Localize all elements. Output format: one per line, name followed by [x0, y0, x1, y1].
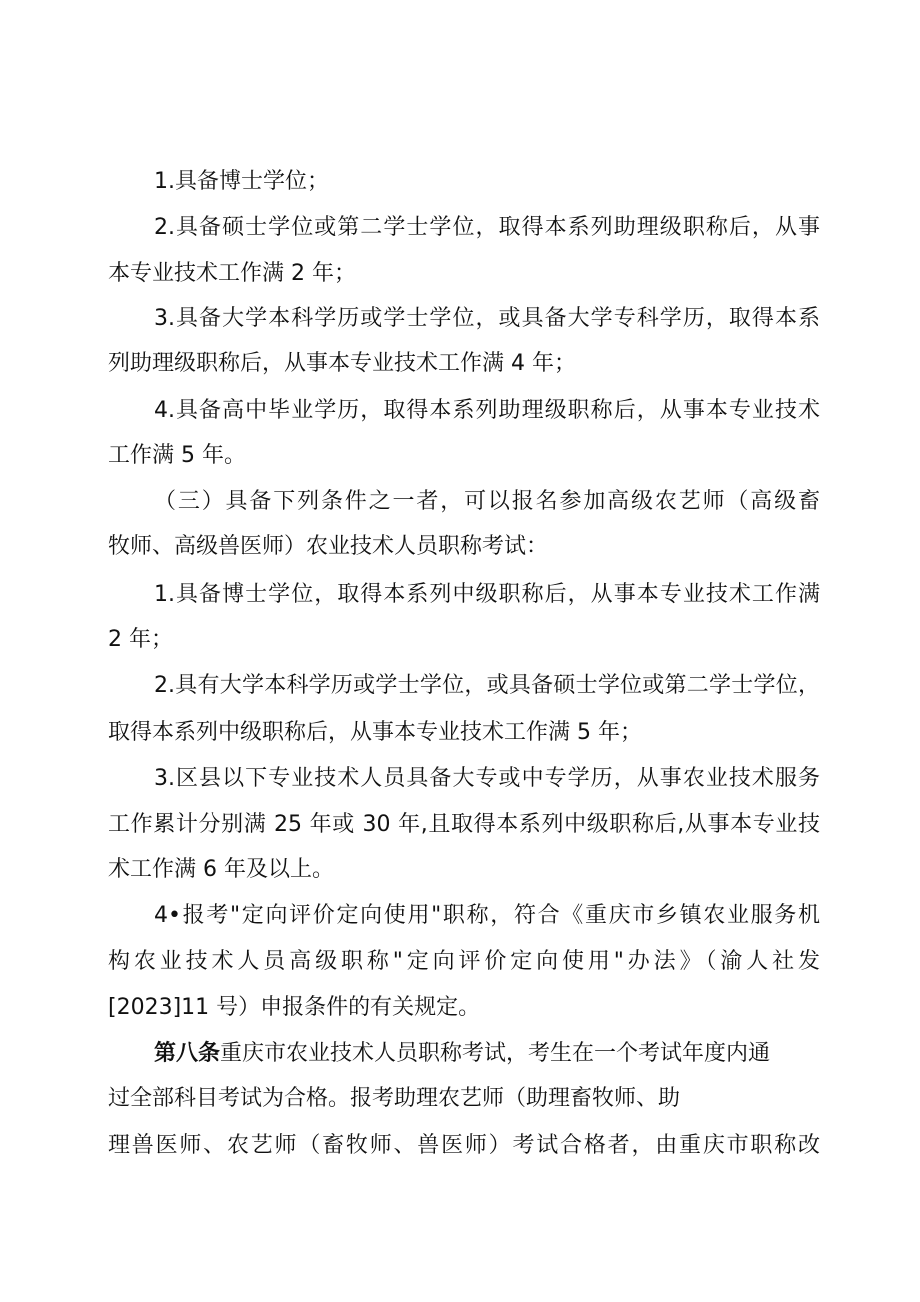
paragraph-line: 4•报考"定向评价定向使用"职称，符合《重庆市乡镇农业服务机: [154, 903, 820, 928]
paragraph-line: （三）具备下列条件之一者，可以报名参加高级农艺师（高级畜: [154, 489, 820, 514]
article-text: 重庆市农业技术人员职称考试，考生在一个考试年度内通: [220, 1041, 771, 1066]
paragraph-line: 取得本系列中级职称后，从事本专业技术工作满 5 年；: [108, 720, 642, 745]
paragraph-line: 构农业技术人员高级职称"定向评价定向使用"办法》（渝人社发: [108, 949, 820, 974]
article-first-line: [154, 1039, 820, 1069]
paragraph-line: 1.具备博士学位；: [154, 169, 329, 194]
paragraph-line: 2.具备硕士学位或第二学士学位，取得本系列助理级职称后，从事: [154, 215, 820, 240]
paragraph-line: 工作累计分别满 25 年或 30 年,且取得本系列中级职称后,从事本专业技: [108, 812, 820, 837]
paragraph-line: [2023]11 号）申报条件的有关规定。: [108, 995, 481, 1020]
paragraph-line: 3.区县以下专业技术人员具备大专或中专学历，从事农业技术服务: [154, 766, 820, 791]
article-label: 第八条: [154, 1041, 221, 1066]
paragraph-line: 2 年；: [108, 627, 173, 652]
paragraph-line: 工作满 5 年。: [108, 443, 246, 468]
paragraph-line: 2.具有大学本科学历或学士学位，或具备硕士学位或第二学士学位，: [154, 673, 820, 698]
paragraph-line: 3.具备大学本科学历或学士学位，或具备大学专科学历，取得本系: [154, 306, 820, 331]
paragraph-line: 过全部科目考试为合格。报考助理农艺师（助理畜牧师、助: [108, 1086, 681, 1111]
paragraph-line: 术工作满 6 年及以上。: [108, 857, 334, 882]
paragraph-line: 理兽医师、农艺师（畜牧师、兽医师）考试合格者，由重庆市职称改: [108, 1133, 820, 1158]
paragraph-line: 1.具备博士学位，取得本系列中级职称后，从事本专业技术工作满: [154, 582, 820, 607]
paragraph-line: 4.具备高中毕业学历，取得本系列助理级职称后，从事本专业技术: [154, 398, 820, 423]
paragraph-line: 牧师、高级兽医师）农业技术人员职称考试：: [108, 534, 549, 559]
paragraph-line: 列助理级职称后，从事本专业技术工作满 4 年；: [108, 351, 576, 376]
paragraph-line: 本专业技术工作满 2 年；: [108, 261, 356, 286]
